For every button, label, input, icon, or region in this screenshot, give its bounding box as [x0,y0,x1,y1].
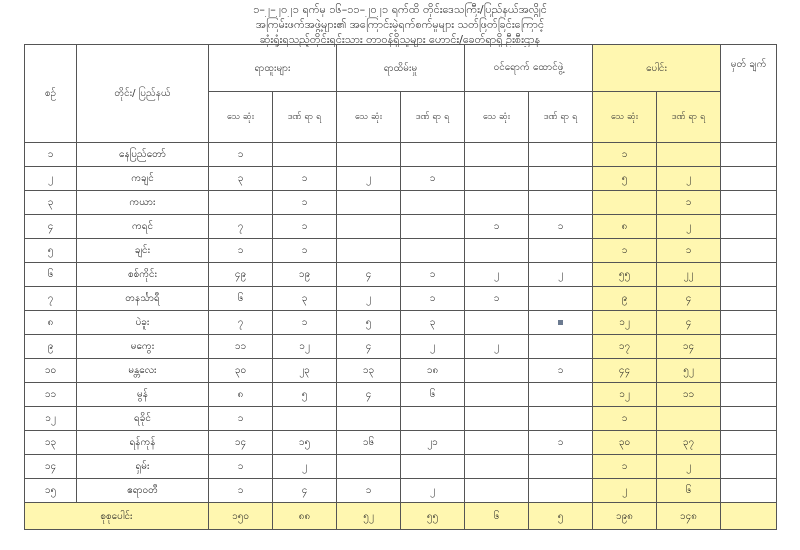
title-line: ဆုံးရှုံးရသည့်တိုင်းရင်းသား တာဝန်ရှိသူများ ဟောင်း/ခေတ်ရာရှိ ဦးစီးဌာန [259,33,541,46]
row-cell: ၄ [657,287,721,311]
row-cell: ၁၃ [337,359,401,383]
row-cell: ၂ [465,335,529,359]
row-cell [465,239,529,263]
row-cell: ၆ [657,479,721,503]
row-serial: ၅ [25,239,77,263]
row-cell [529,407,593,431]
row-cell: ၁ [529,359,593,383]
row-cell: ၈ [593,215,657,239]
row-cell: ၃ [209,167,273,191]
row-cell: ၂ [657,455,721,479]
row-region: မန္တလေး [77,359,209,383]
row-region: တနင်္သာရီ [77,287,209,311]
header-sub: ဒဏ် ရာ ရ [401,92,465,143]
header-sub: သေ ဆုံး [465,92,529,143]
row-cell [337,407,401,431]
row-region: မွန် [77,383,209,407]
row-cell [465,143,529,167]
row-cell: ၁၂ [273,335,337,359]
row-cell [529,239,593,263]
row-cell: ၁ [209,143,273,167]
row-serial: ၁၀ [25,359,77,383]
row-cell: ၇ [209,311,273,335]
table-row [25,359,777,383]
row-cell: ၁၅ [273,431,337,455]
row-region: နေပြည်တော် [77,143,209,167]
row-remarks [721,431,777,455]
row-cell [465,191,529,215]
row-cell [529,167,593,191]
row-cell: ၂ [465,263,529,287]
row-cell: ၁၂ [593,311,657,335]
row-cell: ၁ [209,455,273,479]
total-cell: ၆ [465,503,529,530]
row-cell: ၁ [529,431,593,455]
row-cell: ၁ [593,407,657,431]
row-cell: ၇ [209,215,273,239]
row-cell: ၁ [593,143,657,167]
row-cell: ၄ [337,383,401,407]
header-group-3: ဝင်ရောက် ထောင်ဖွဲ့ [465,45,593,92]
row-cell [337,239,401,263]
row-cell: ၄ [273,479,337,503]
row-cell: ၃ [401,311,465,335]
table-row [25,311,777,335]
row-remarks [721,455,777,479]
row-serial: ၁၁ [25,383,77,407]
row-cell: ၁ [593,455,657,479]
row-cell: ၂ [337,167,401,191]
row-cell [401,143,465,167]
row-serial: ၇ [25,287,77,311]
row-cell: ၅၅ [593,263,657,287]
row-cell [529,191,593,215]
total-cell: ၁၉၈ [593,503,657,530]
row-cell: ၁၄ [209,431,273,455]
row-cell: ၁ [593,239,657,263]
row-cell [529,383,593,407]
total-cell: ၁၅၀ [209,503,273,530]
row-cell: ၁ [657,239,721,263]
table-row [25,143,777,167]
row-cell: ၁၁ [657,383,721,407]
row-serial: ၁၃ [25,431,77,455]
row-cell: ၁ [657,191,721,215]
table-row [25,335,777,359]
header-sub: ဒဏ် ရာ ရ [529,92,593,143]
row-region: ပဲခူး [77,311,209,335]
total-label: စုစုပေါင်း [25,503,209,530]
row-cell [337,215,401,239]
row-cell: ၅၂ [657,359,721,383]
row-cell: ၁၉ [273,263,337,287]
row-cell [465,479,529,503]
row-remarks [721,191,777,215]
row-cell: ၂ [401,479,465,503]
row-cell [465,407,529,431]
row-serial: ၁၅ [25,479,77,503]
row-cell: ၃၀ [209,359,273,383]
total-remarks-cell [721,503,777,530]
row-remarks [721,167,777,191]
row-cell: ၂ [273,455,337,479]
row-remarks [721,479,777,503]
row-cell: ၂ [529,263,593,287]
row-cell [465,167,529,191]
row-cell [465,431,529,455]
row-cell [209,191,273,215]
row-cell: ၁၄ [657,335,721,359]
casualty-table [24,44,777,530]
row-cell: ၃ [273,287,337,311]
header-serial: စဉ် [25,45,77,143]
row-serial: ၃ [25,191,77,215]
row-cell [465,311,529,335]
table-row [25,191,777,215]
row-remarks [721,335,777,359]
row-region: စစ်ကိုင်း [77,263,209,287]
row-region: ရခိုင် [77,407,209,431]
row-cell: ၂၃ [273,359,337,383]
table-body [25,143,777,503]
row-cell [529,311,593,335]
table-row [25,407,777,431]
row-remarks [721,287,777,311]
row-cell: ၁ [273,239,337,263]
header-sub: သေ ဆုံး [337,92,401,143]
row-cell: ၄ [337,263,401,287]
row-cell: ၁ [401,263,465,287]
row-serial: ၆ [25,263,77,287]
row-cell: ၆ [401,383,465,407]
row-cell [465,359,529,383]
row-cell: ၁ [337,479,401,503]
table-row [25,479,777,503]
row-cell: ၂ [337,287,401,311]
row-remarks [721,311,777,335]
header-sub: သေ ဆုံး [209,92,273,143]
header-group-1: ရာထူးများ [209,45,337,92]
row-cell: ၁၈ [401,359,465,383]
row-cell: ၅ [273,383,337,407]
row-region: ဧရာဝတီ [77,479,209,503]
total-cell: ၁၄၈ [657,503,721,530]
row-cell [337,143,401,167]
row-cell [337,191,401,215]
row-cell [401,215,465,239]
table-row [25,167,777,191]
row-region: ကယား [77,191,209,215]
header-region: တိုင်း/ ပြည်နယ် [77,45,209,143]
total-cell: ၅ [529,503,593,530]
row-cell: ၁ [209,239,273,263]
row-remarks [721,383,777,407]
header-group-2: ရာထိမ်းမှု [337,45,465,92]
title-line: အကြမ်းဖက်အဖွဲ့များ၏ အကြောင်းမဲ့ရက်စက်မှုများ သတ်ဖြတ်ခြင်းကြောင့် [255,18,545,31]
row-cell: ၄ [657,311,721,335]
table-row [25,383,777,407]
row-cell: ၁ [465,287,529,311]
row-cell [401,455,465,479]
row-cell: ၅ [593,167,657,191]
row-cell [657,407,721,431]
row-cell: ၁ [401,167,465,191]
table-row [25,287,777,311]
row-cell: ၁ [273,191,337,215]
row-serial: ၁၂ [25,407,77,431]
row-cell: ၄၉ [209,263,273,287]
row-cell: ၆ [209,287,273,311]
row-cell: ၃၇ [657,431,721,455]
row-cell: ၂ [401,335,465,359]
row-cell: ၈ [209,383,273,407]
row-serial: ၄ [25,215,77,239]
row-remarks [721,143,777,167]
row-cell [657,143,721,167]
row-cell: ၁ [273,311,337,335]
row-cell: ၅ [337,311,401,335]
row-cell: ၂ [657,215,721,239]
table-row [25,455,777,479]
row-cell: ၂၁ [401,431,465,455]
row-serial: ၉ [25,335,77,359]
row-cell [273,407,337,431]
total-cell: ၈၈ [273,503,337,530]
header-sub: သေ ဆုံး [593,92,657,143]
row-cell: ၁၂ [593,383,657,407]
row-cell: ၁၁ [209,335,273,359]
total-row [25,503,777,530]
row-cell [465,383,529,407]
row-cell: ၁၆ [337,431,401,455]
row-cell: ၁ [209,407,273,431]
row-serial: ၂ [25,167,77,191]
row-cell: ၃၀ [593,431,657,455]
row-serial: ၁ [25,143,77,167]
row-cell [401,407,465,431]
table-row [25,239,777,263]
row-cell: ၁ [273,215,337,239]
header-group-total: ပေါင်း [593,45,721,92]
row-serial: ၈ [25,311,77,335]
row-cell [529,455,593,479]
row-cell: ၂၂ [657,263,721,287]
row-cell: ၁ [401,287,465,311]
title-line: ၁–၂–၂၀၂၁ ရက်မှ ၁၆–၁၁–၂၀၂၁ ရက်ထိ တိုင်းဒေသကြီး/ပြည်နယ်အလွိုင် [253,3,547,16]
row-cell [529,479,593,503]
row-cell: ၁ [273,167,337,191]
row-cell: ၉ [593,287,657,311]
row-cell [401,191,465,215]
row-cell: ၂ [657,167,721,191]
row-serial: ၁၄ [25,455,77,479]
header-sub: ဒဏ် ရာ ရ [657,92,721,143]
row-cell [465,455,529,479]
header-sub: ဒဏ် ရာ ရ [273,92,337,143]
row-cell [337,455,401,479]
row-cell: ၁၇ [593,335,657,359]
row-region: ကချင် [77,167,209,191]
row-region: ရှမ်း [77,455,209,479]
row-cell [401,239,465,263]
marker-dot [558,320,563,325]
row-cell: ၄ [337,335,401,359]
row-cell: ၁ [465,215,529,239]
row-cell [273,143,337,167]
header-remarks: မှတ် ချက် [721,45,777,143]
row-cell: ၄၄ [593,359,657,383]
row-cell [529,287,593,311]
row-remarks [721,239,777,263]
row-cell [593,191,657,215]
row-remarks [721,407,777,431]
table-row [25,215,777,239]
row-remarks [721,215,777,239]
row-region: ချင်း [77,239,209,263]
row-remarks [721,359,777,383]
total-cell: ၅၂ [337,503,401,530]
row-remarks [721,263,777,287]
row-region: ကရင် [77,215,209,239]
row-cell: ၁ [209,479,273,503]
row-cell [529,143,593,167]
row-region: မကွေး [77,335,209,359]
row-cell: ၂ [593,479,657,503]
row-region: ရန်ကုန် [77,431,209,455]
row-cell [529,335,593,359]
row-cell: ၁ [529,215,593,239]
table-row [25,431,777,455]
table-row [25,263,777,287]
document-title [0,0,800,47]
total-cell: ၅၅ [401,503,465,530]
